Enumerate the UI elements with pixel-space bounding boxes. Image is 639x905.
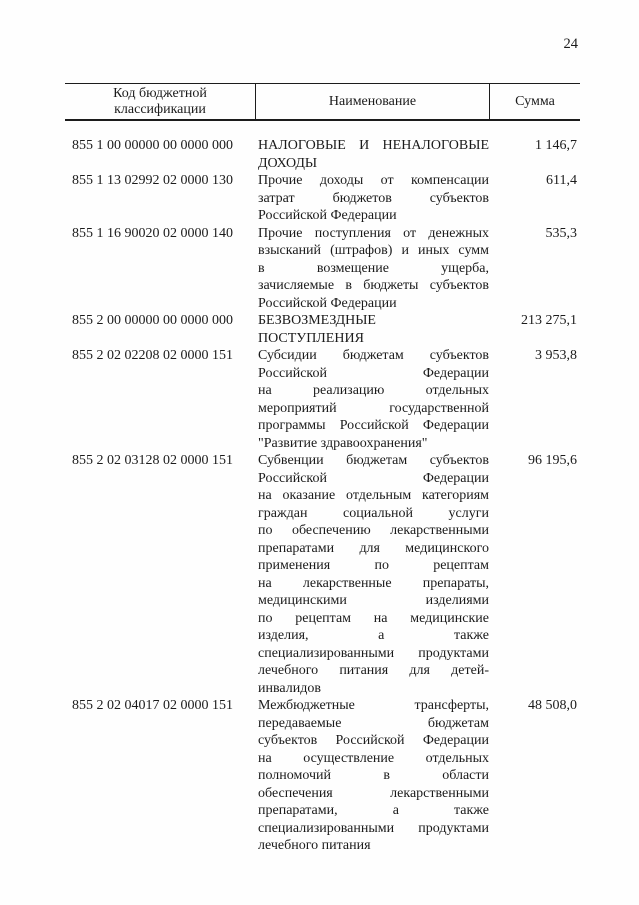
name-line: по обеспечению лекарственными (258, 523, 489, 538)
header-code-label (113, 86, 207, 118)
table-row (65, 225, 580, 313)
row-code: 855 2 02 04017 02 0000 151 (72, 698, 233, 713)
name-line: на осуществление отдельных (258, 750, 489, 766)
name-line: Российской Федерации (258, 365, 489, 381)
name-line: применения по рецептам (258, 558, 489, 573)
name-line: Субсидии бюджетам субъектов (258, 348, 489, 363)
name-line: медицинскими изделиями (258, 593, 489, 608)
name-line: препаратами для медицинского (258, 540, 489, 556)
table-row (65, 452, 580, 697)
row-code: 855 2 02 03128 02 0000 151 (72, 453, 233, 468)
row-code: 855 1 00 00000 00 0000 000 (72, 138, 233, 153)
row-name (255, 697, 489, 855)
row-name (255, 347, 489, 452)
row-sum: 611,4 (546, 173, 577, 188)
row-name (255, 137, 489, 172)
name-line: программы Российской Федерации (258, 418, 489, 433)
name-line: ДОХОДЫ (258, 155, 318, 171)
name-line: передаваемые бюджетам (258, 715, 489, 731)
header-code-column (65, 84, 255, 119)
row-sum: 213 275,1 (521, 313, 577, 328)
row-sum: 48 508,0 (528, 698, 577, 713)
name-line: обеспечения лекарственными (258, 785, 489, 801)
table-body (65, 121, 580, 855)
name-line: лечебного питания для детей- (258, 663, 489, 678)
budget-table (65, 83, 580, 855)
row-name (255, 225, 489, 313)
row-code: 855 1 13 02992 02 0000 130 (72, 173, 233, 188)
name-line: зачисляемые в бюджеты субъектов (258, 278, 489, 293)
name-line: Российской Федерации (258, 208, 397, 223)
name-line: на реализацию отдельных (258, 383, 489, 398)
name-line: изделия, а также (258, 628, 489, 643)
row-name (255, 312, 489, 347)
name-line: взысканий (штрафов) и иных сумм (258, 243, 489, 258)
table-row (65, 347, 580, 452)
name-line: лечебного питания (258, 838, 371, 853)
name-line: на лекарственные препараты, (258, 575, 489, 591)
header-name-column: Наименование (255, 84, 489, 119)
name-line: затрат бюджетов субъектов (258, 190, 489, 206)
row-sum: 1 146,7 (535, 138, 577, 153)
table-row (65, 137, 580, 172)
header-sum-column: Сумма (489, 84, 580, 119)
name-line: граждан социальной услуги (258, 505, 489, 521)
name-line: НАЛОГОВЫЕ И НЕНАЛОГОВЫЕ (258, 138, 489, 153)
table-header-row (65, 83, 580, 121)
row-name (255, 452, 489, 697)
row-sum: 3 953,8 (535, 348, 577, 363)
name-line: препаратами, а также (258, 803, 489, 818)
row-sum: 96 195,6 (528, 453, 577, 468)
header-code-line1: Код бюджетной (113, 85, 207, 101)
name-line: полномочий в области (258, 768, 489, 783)
name-line: ПОСТУПЛЕНИЯ (258, 330, 364, 346)
name-line: Российской Федерации (258, 470, 489, 486)
name-line: специализированными продуктами (258, 820, 489, 836)
table-row (65, 172, 580, 225)
name-line: Субвенции бюджетам субъектов (258, 453, 489, 468)
table-row (65, 312, 580, 347)
name-line: субъектов Российской Федерации (258, 733, 489, 748)
row-code: 855 2 02 02208 02 0000 151 (72, 348, 233, 363)
table-row (65, 697, 580, 855)
name-line: мероприятий государственной (258, 400, 489, 416)
header-code-line2: классификации (114, 101, 206, 117)
name-line: Прочие доходы от компенсации (258, 173, 489, 188)
page-number: 24 (563, 36, 578, 52)
name-line: на оказание отдельным категориям (258, 488, 489, 503)
name-line: Межбюджетные трансферты, (258, 698, 489, 713)
row-code: 855 2 00 00000 00 0000 000 (72, 313, 233, 328)
name-line: Российской Федерации (258, 295, 397, 311)
name-line: "Развитие здравоохранения" (258, 435, 428, 451)
row-sum: 535,3 (545, 225, 577, 241)
name-line: по рецептам на медицинские (258, 610, 489, 626)
name-line: в возмещение ущерба, (258, 260, 489, 276)
row-name (255, 172, 489, 225)
name-line: инвалидов (258, 680, 321, 696)
name-line: Прочие поступления от денежных (258, 225, 489, 241)
name-line: специализированными продуктами (258, 645, 489, 661)
name-line: БЕЗВОЗМЕЗДНЫЕ (258, 313, 376, 328)
row-code: 855 1 16 90020 02 0000 140 (72, 225, 233, 241)
